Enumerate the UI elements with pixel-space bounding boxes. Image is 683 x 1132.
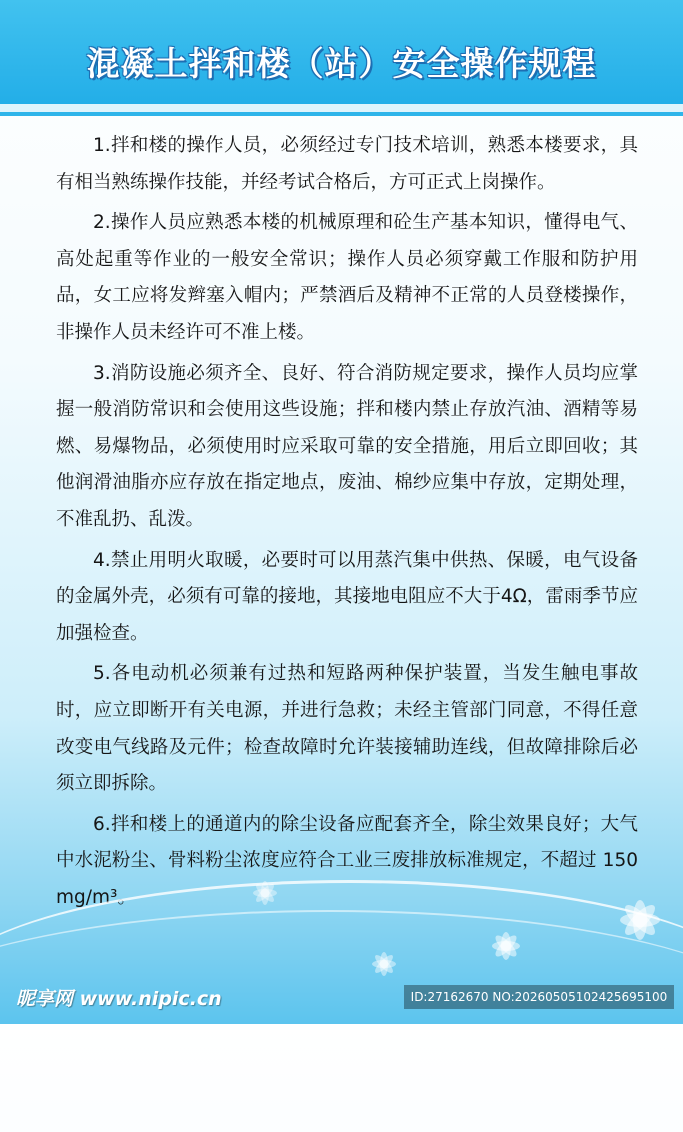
watermark-logo: 昵享网 www.nipic.cn	[16, 988, 222, 1010]
rule-paragraph-3: 3.消防设施必须齐全、良好、符合消防规定要求，操作人员均应掌握一般消防常识和会使用这些设施；拌和楼内禁止存放汽油、酒精等易燃、易爆物品，必须使用时应采取可靠的安全措施，用后立即回收；其他润滑油脂亦应存放在指定地点，废油、棉纱应集中存放，定期处理，不准乱扔、乱泼。	[56, 362, 638, 530]
header-divider	[0, 104, 683, 116]
flower-icon	[600, 880, 680, 960]
header-banner	[0, 0, 683, 104]
rule-paragraph-6: 6.拌和楼上的通道内的除尘设备应配套齐全，除尘效果良好；大气中水泥粉尘、骨料粉尘浓度应符合工业三废排放标准规定，不超过 150 mg/m³。	[56, 813, 638, 908]
regulation-body	[56, 128, 638, 920]
rule-paragraph-1: 1.拌和楼的操作人员，必须经过专门技术培训，熟悉本楼要求，具有相当熟练操作技能，并经考试合格后，方可正式上岗操作。	[56, 135, 638, 193]
flower-icon	[478, 918, 534, 974]
rule-paragraph-4: 4.禁止用明火取暖，必要时可以用蒸汽集中供热、保暖，电气设备的金属外壳，必须有可靠的接地，其接地电阻应不大于4Ω，雷雨季节应加强检查。	[56, 549, 638, 644]
flower-icon	[360, 940, 408, 988]
decorative-wave	[0, 910, 683, 1132]
flower-icon	[240, 868, 290, 918]
rule-paragraph-2: 2.操作人员应熟悉本楼的机械原理和砼生产基本知识，懂得电气、高处起重等作业的一般安全常识；操作人员必须穿戴工作服和防护用品，女工应将发辫塞入帽内；严禁酒后及精神不正常的人员登楼操作，非操作人员未经许可不准上楼。	[56, 212, 638, 343]
page-title: 混凝土拌和楼（站）安全操作规程	[86, 44, 597, 83]
rule-paragraph-5: 5.各电动机必须兼有过热和短路两种保护装置，当发生触电事故时，应立即断开有关电源，并进行急救；未经主管部门同意，不得任意改变电气线路及元件；检查故障时允许装接辅助连线，但故障排除后必须立即拆除。	[56, 663, 638, 795]
watermark-id: ID:27162670 NO:20260505102425695100	[404, 985, 674, 1009]
